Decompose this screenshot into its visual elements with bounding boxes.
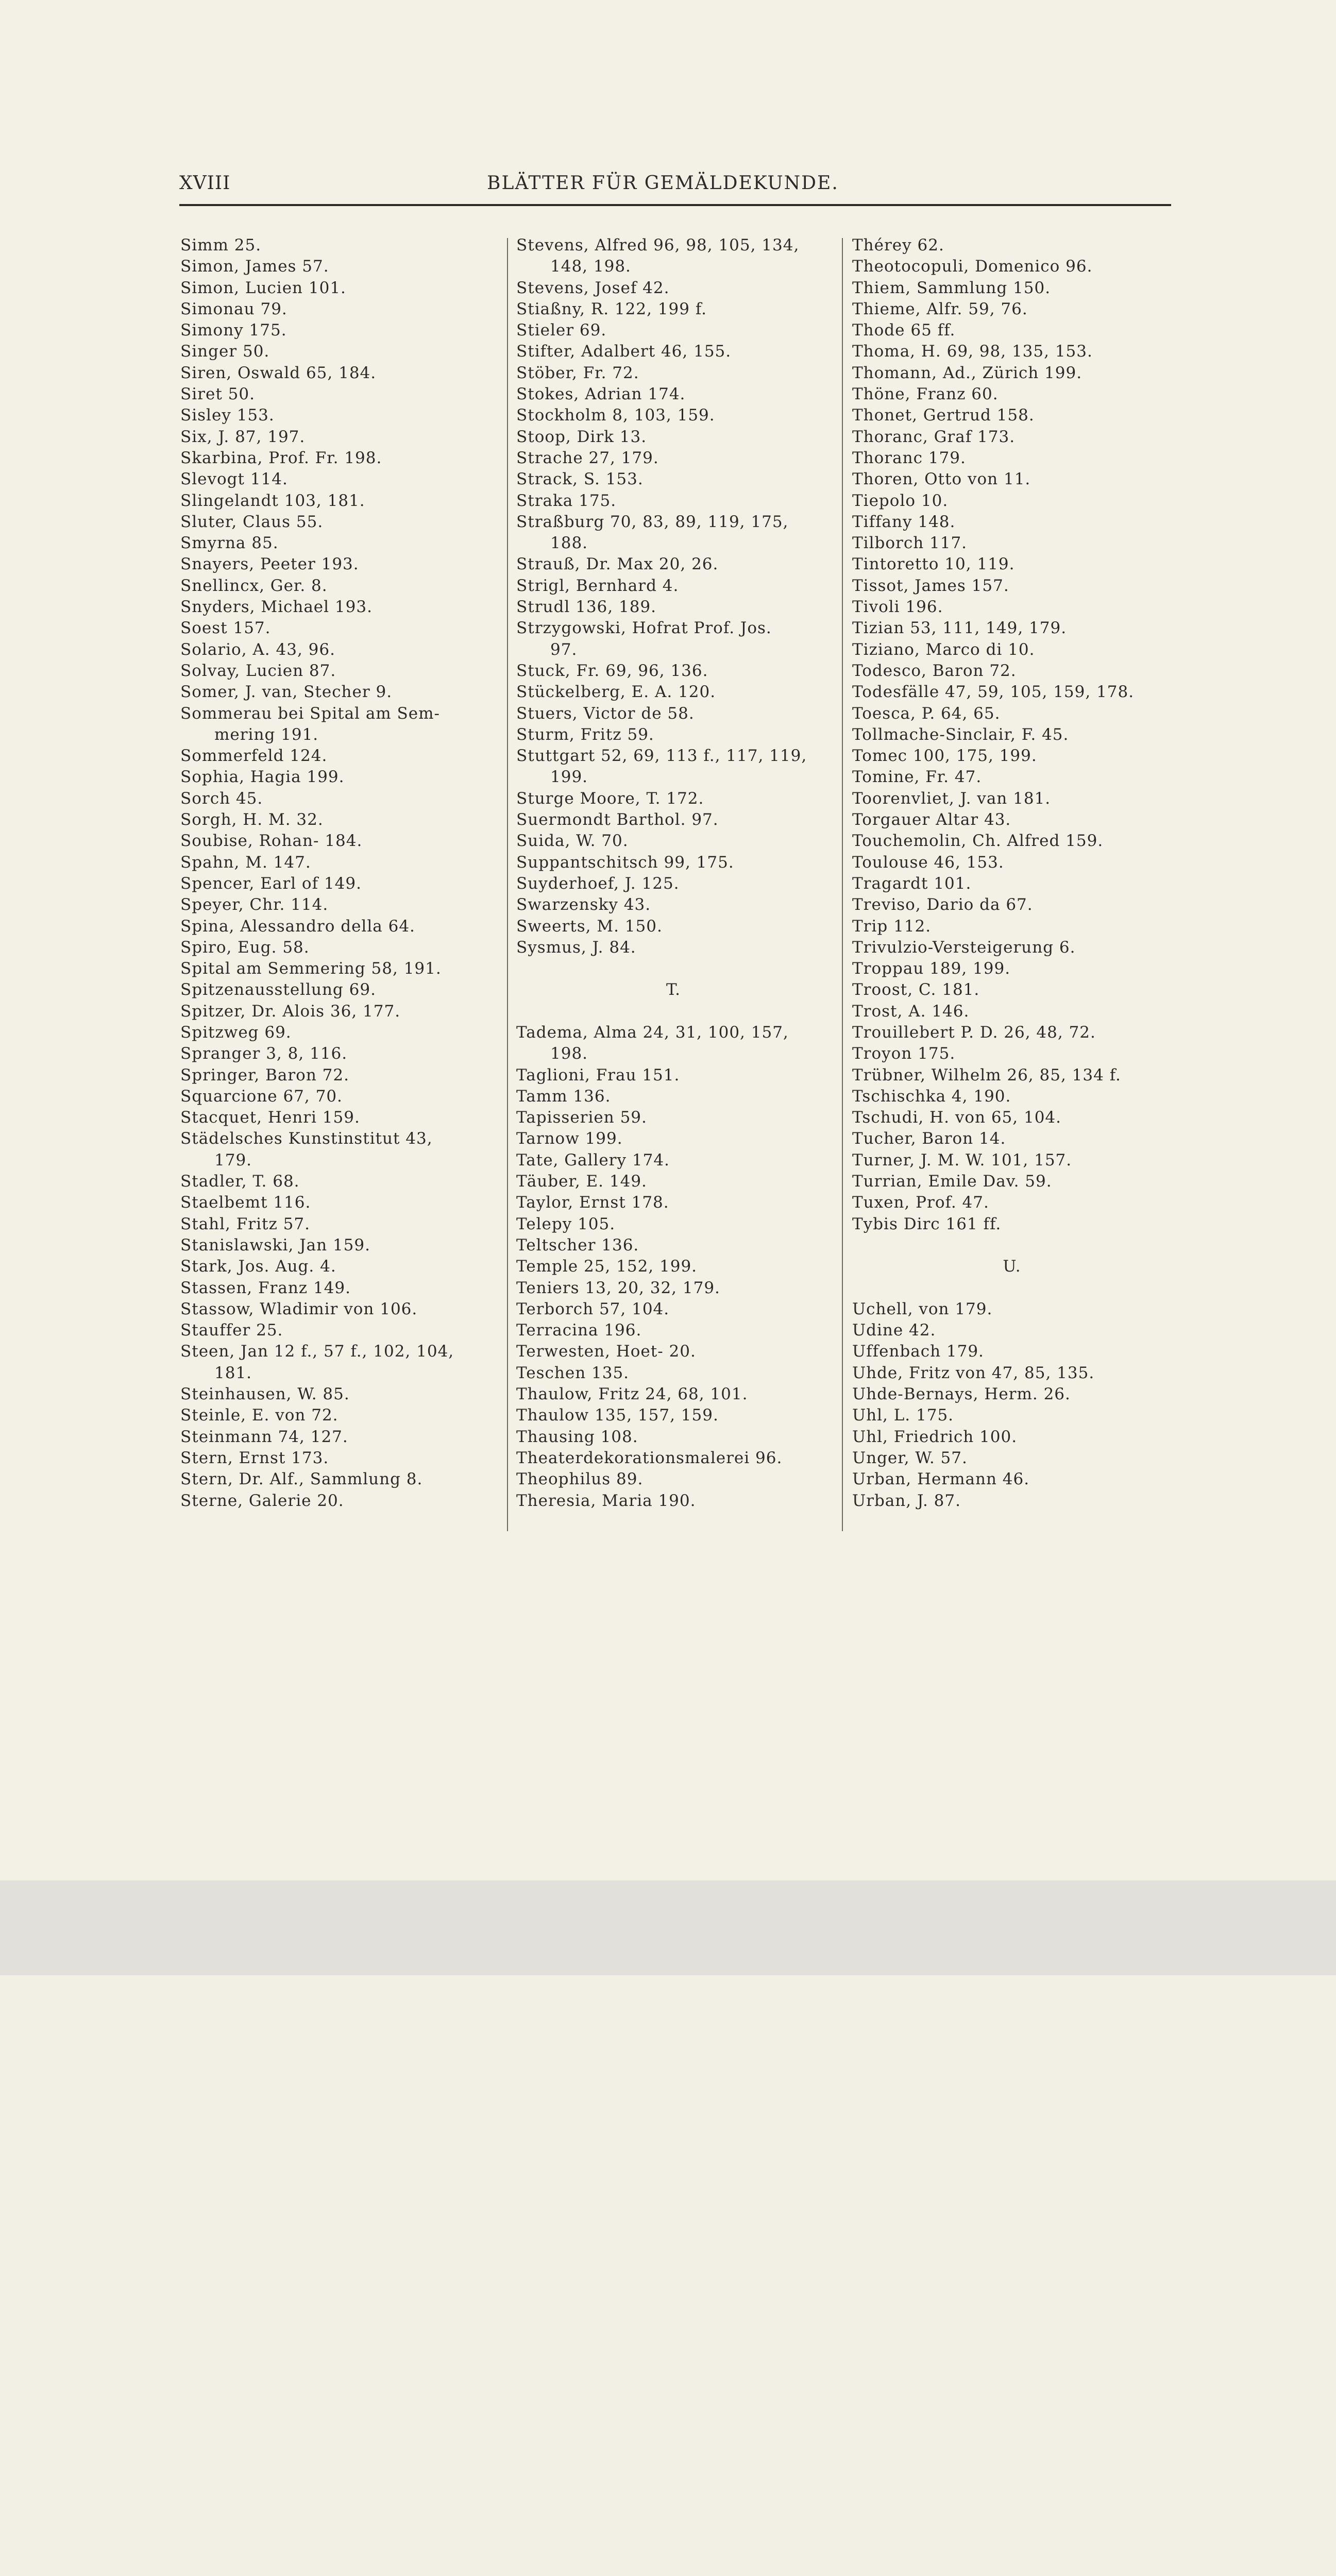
index-entry: Smyrna 85.: [180, 534, 279, 553]
index-entry: Thaulow 135, 157, 159.: [516, 1406, 719, 1425]
index-entry: Troost, C. 181.: [852, 980, 980, 999]
column-divider: [507, 238, 508, 1531]
index-entry: Touchemolin, Ch. Alfred 159.: [852, 832, 1104, 851]
section-spacer: [852, 1278, 1182, 1299]
index-entry: Urban, J. 87.: [852, 1491, 961, 1510]
index-entry: Stockholm 8, 103, 159.: [516, 406, 715, 425]
index-entry: Stückelberg, E. A. 120.: [516, 683, 716, 702]
section-spacer: [516, 958, 841, 979]
index-entry: 179.: [214, 1150, 252, 1170]
index-entry: Spitzweg 69.: [180, 1023, 292, 1042]
index-entry: Suppantschitsch 99, 175.: [516, 853, 734, 872]
index-entry: Stieler 69.: [516, 321, 607, 340]
index-entry: Tapisserien 59.: [516, 1108, 647, 1127]
index-entry: Suyderhoef, J. 125.: [516, 874, 680, 893]
index-entry: Spina, Alessandro della 64.: [180, 917, 415, 936]
index-entry: Strudl 136, 189.: [516, 598, 656, 617]
index-entry: Soubise, Rohan- 184.: [180, 832, 363, 851]
index-entry: Turner, J. M. W. 101, 157.: [852, 1150, 1072, 1170]
index-entry: Spahn, M. 147.: [180, 853, 311, 872]
index-entry: Terracina 196.: [516, 1321, 642, 1340]
index-entry: Sluter, Claus 55.: [180, 512, 324, 531]
index-entry: Thöne, Franz 60.: [852, 385, 999, 404]
index-entry: Tuxen, Prof. 47.: [852, 1193, 989, 1212]
index-entry: Siren, Oswald 65, 184.: [180, 363, 377, 382]
index-entry: Spitzer, Dr. Alois 36, 177.: [180, 1002, 401, 1021]
index-entry: Spranger 3, 8, 116.: [180, 1044, 348, 1063]
index-entry: Stöber, Fr. 72.: [516, 363, 639, 382]
index-entry: Strzygowski, Hofrat Prof. Jos.: [516, 619, 772, 638]
index-entry: Strache 27, 179.: [516, 448, 659, 467]
index-entry: Solvay, Lucien 87.: [180, 661, 336, 680]
index-entry: Thaulow, Fritz 24, 68, 101.: [516, 1385, 748, 1404]
index-entry: Sophia, Hagia 199.: [180, 768, 345, 787]
index-entry: Stevens, Josef 42.: [516, 278, 670, 297]
index-entry: Stern, Dr. Alf., Sammlung 8.: [180, 1470, 423, 1489]
index-entry: Strauß, Dr. Max 20, 26.: [516, 555, 719, 574]
index-entry: Stern, Ernst 173.: [180, 1448, 329, 1467]
section-letter-heading: U.: [1003, 1257, 1021, 1276]
index-entry: Trivulzio-Versteigerung 6.: [852, 938, 1076, 957]
index-entry: Six, J. 87, 197.: [180, 427, 306, 446]
index-entry: Stahl, Fritz 57.: [180, 1214, 310, 1233]
index-entry: Tomine, Fr. 47.: [852, 768, 982, 787]
index-entry: Uhde-Bernays, Herm. 26.: [852, 1385, 1071, 1404]
index-entry: Toesca, P. 64, 65.: [852, 704, 1001, 723]
running-head: [179, 173, 1171, 199]
index-entry: Telepy 105.: [516, 1214, 616, 1233]
index-entry: Stassen, Franz 149.: [180, 1278, 351, 1297]
index-entry: Slingelandt 103, 181.: [180, 491, 365, 510]
index-entry: Thomann, Ad., Zürich 199.: [852, 363, 1083, 382]
section-spacer: [852, 1235, 1182, 1256]
index-entry: Tschudi, H. von 65, 104.: [852, 1108, 1062, 1127]
index-entry: Stevens, Alfred 96, 98, 105, 134,: [516, 236, 800, 255]
index-entry: Todesfälle 47, 59, 105, 159, 178.: [852, 683, 1135, 702]
index-entry: Stauffer 25.: [180, 1321, 283, 1340]
index-entry: Theotocopuli, Domenico 96.: [852, 257, 1093, 276]
index-entry: Uchell, von 179.: [852, 1299, 993, 1318]
index-entry: Tiziano, Marco di 10.: [852, 640, 1035, 659]
index-entry: Taglioni, Frau 151.: [516, 1065, 680, 1084]
index-column-3: [852, 235, 1182, 1512]
index-entry: mering 191.: [214, 725, 319, 744]
section-letter-heading: T.: [666, 980, 681, 999]
index-entry: Todesco, Baron 72.: [852, 661, 1017, 680]
index-entry: Treviso, Dario da 67.: [852, 895, 1033, 914]
index-entry: Springer, Baron 72.: [180, 1065, 349, 1084]
index-entry: Simon, Lucien 101.: [180, 278, 346, 297]
index-entry: Sorch 45.: [180, 789, 263, 808]
index-entry: Stuck, Fr. 69, 96, 136.: [516, 661, 708, 680]
index-entry: Stanislawski, Jan 159.: [180, 1235, 370, 1255]
index-entry: Straka 175.: [516, 491, 617, 510]
index-entry: Theresia, Maria 190.: [516, 1491, 696, 1510]
index-entry: Urban, Hermann 46.: [852, 1470, 1030, 1489]
index-entry: Temple 25, 152, 199.: [516, 1257, 698, 1276]
index-entry: Sisley 153.: [180, 406, 275, 425]
index-entry: Unger, W. 57.: [852, 1448, 968, 1467]
index-entry: Troyon 175.: [852, 1044, 956, 1063]
index-entry: Theophilus 89.: [516, 1470, 644, 1489]
index-entry: Spital am Semmering 58, 191.: [180, 959, 442, 978]
index-entry: Stadler, T. 68.: [180, 1172, 300, 1191]
index-entry: Thiem, Sammlung 150.: [852, 278, 1051, 297]
index-entry: Suermondt Barthol. 97.: [516, 810, 719, 829]
index-entry: Skarbina, Prof. Fr. 198.: [180, 448, 382, 467]
index-entry: Trouillebert P. D. 26, 48, 72.: [852, 1023, 1096, 1042]
index-entry: 199.: [550, 768, 588, 787]
index-entry: Uhl, Friedrich 100.: [852, 1427, 1018, 1446]
index-entry: Terborch 57, 104.: [516, 1299, 670, 1318]
index-entry: Taylor, Ernst 178.: [516, 1193, 669, 1212]
index-entry: Tadema, Alma 24, 31, 100, 157,: [516, 1023, 789, 1042]
index-entry: Soest 157.: [180, 619, 271, 638]
index-entry: Siret 50.: [180, 385, 255, 404]
index-entry: Straßburg 70, 83, 89, 119, 175,: [516, 512, 789, 531]
index-entry: Tissot, James 157.: [852, 576, 1009, 595]
index-entry: Städelsches Kunstinstitut 43,: [180, 1129, 433, 1148]
index-entry: Thieme, Alfr. 59, 76.: [852, 299, 1028, 318]
index-entry: Terwesten, Hoet- 20.: [516, 1342, 696, 1361]
index-entry: Simony 175.: [180, 321, 287, 340]
viewer-footer: [0, 1880, 1336, 1975]
index-entry: Turrian, Emile Dav. 59.: [852, 1172, 1052, 1191]
index-entry: Thausing 108.: [516, 1427, 638, 1446]
index-entry: Tomec 100, 175, 199.: [852, 747, 1037, 766]
index-entry: Simon, James 57.: [180, 257, 329, 276]
index-entry: Speyer, Chr. 114.: [180, 895, 329, 914]
index-entry: Tschischka 4, 190.: [852, 1087, 1011, 1106]
index-entry: Thonet, Gertrud 158.: [852, 406, 1035, 425]
index-entry: Staelbemt 116.: [180, 1193, 311, 1212]
index-entry: Sorgh, H. M. 32.: [180, 810, 324, 829]
index-entry: Stuttgart 52, 69, 113 f., 117, 119,: [516, 747, 807, 766]
index-entry: Thoranc, Graf 173.: [852, 427, 1016, 446]
index-entry: Teltscher 136.: [516, 1235, 639, 1255]
index-entry: Stokes, Adrian 174.: [516, 385, 686, 404]
index-entry: Stuers, Victor de 58.: [516, 704, 695, 723]
index-entry: Spiro, Eug. 58.: [180, 938, 310, 957]
index-entry: Snyders, Michael 193.: [180, 598, 373, 617]
index-entry: Sysmus, J. 84.: [516, 938, 636, 957]
index-entry: Troppau 189, 199.: [852, 959, 1011, 978]
index-entry: 148, 198.: [550, 257, 631, 276]
index-entry: Udine 42.: [852, 1321, 936, 1340]
header-rule: [179, 204, 1171, 206]
journal-title: BLÄTTER FÜR GEMÄLDEKUNDE.: [487, 173, 839, 194]
page-number: XVIII: [179, 173, 231, 194]
index-entry: Snellincx, Ger. 8.: [180, 576, 328, 595]
index-entry: Tamm 136.: [516, 1087, 611, 1106]
index-entry: Tilborch 117.: [852, 534, 968, 553]
index-entry: Uffenbach 179.: [852, 1342, 984, 1361]
index-entry: Theaterdekorationsmalerei 96.: [516, 1448, 783, 1467]
index-entry: Täuber, E. 149.: [516, 1172, 647, 1191]
index-entry: Spitzenausstellung 69.: [180, 980, 376, 999]
index-entry: Sturm, Fritz 59.: [516, 725, 654, 744]
index-entry: Toulouse 46, 153.: [852, 853, 1004, 872]
index-entry: Steinle, E. von 72.: [180, 1406, 339, 1425]
index-entry: Thode 65 ff.: [852, 321, 956, 340]
index-entry: Teniers 13, 20, 32, 179.: [516, 1278, 720, 1297]
index-entry: Sterne, Galerie 20.: [180, 1491, 344, 1510]
index-entry: Tate, Gallery 174.: [516, 1150, 670, 1170]
index-entry: Tollmache-Sinclair, F. 45.: [852, 725, 1069, 744]
index-entry: Strack, S. 153.: [516, 470, 644, 489]
index-entry: Stark, Jos. Aug. 4.: [180, 1257, 336, 1276]
index-entry: Tizian 53, 111, 149, 179.: [852, 619, 1067, 638]
index-entry: Spencer, Earl of 149.: [180, 874, 362, 893]
index-entry: Thoma, H. 69, 98, 135, 153.: [852, 342, 1093, 361]
index-entry: Stiaßny, R. 122, 199 f.: [516, 299, 707, 318]
index-entry: Tiepolo 10.: [852, 491, 949, 510]
index-entry: Steinhausen, W. 85.: [180, 1385, 350, 1404]
index-entry: Stoop, Dirk 13.: [516, 427, 647, 446]
index-entry: 97.: [550, 640, 578, 659]
index-entry: Stifter, Adalbert 46, 155.: [516, 342, 732, 361]
section-spacer: [516, 1001, 841, 1022]
index-entry: Strigl, Bernhard 4.: [516, 576, 679, 595]
index-entry: Trübner, Wilhelm 26, 85, 134 f.: [852, 1065, 1121, 1084]
index-entry: Toorenvliet, J. van 181.: [852, 789, 1051, 808]
index-entry: Tucher, Baron 14.: [852, 1129, 1006, 1148]
index-entry: Swarzensky 43.: [516, 895, 651, 914]
index-entry: Solario, A. 43, 96.: [180, 640, 335, 659]
index-entry: Thoranc 179.: [852, 448, 966, 467]
index-entry: Simonau 79.: [180, 299, 288, 318]
index-entry: Sturge Moore, T. 172.: [516, 789, 704, 808]
index-entry: Suida, W. 70.: [516, 832, 629, 851]
index-entry: Tragardt 101.: [852, 874, 972, 893]
index-entry: Teschen 135.: [516, 1363, 630, 1382]
index-entry: Tintoretto 10, 119.: [852, 555, 1015, 574]
index-entry: Squarcione 67, 70.: [180, 1087, 343, 1106]
index-entry: Tiffany 148.: [852, 512, 956, 531]
index-column-1: [180, 235, 500, 1512]
index-entry: Stassow, Wladimir von 106.: [180, 1299, 418, 1318]
index-entry: Stacquet, Henri 159.: [180, 1108, 360, 1127]
index-entry: Slevogt 114.: [180, 470, 288, 489]
index-entry: Somer, J. van, Stecher 9.: [180, 683, 393, 702]
index-entry: 181.: [214, 1363, 252, 1382]
index-entry: Tarnow 199.: [516, 1129, 623, 1148]
index-entry: Tybis Dirc 161 ff.: [852, 1214, 1002, 1233]
index-entry: 188.: [550, 534, 588, 553]
column-divider: [842, 238, 843, 1531]
index-column-2: [516, 235, 841, 1512]
index-entry: Steen, Jan 12 f., 57 f., 102, 104,: [180, 1342, 454, 1361]
index-entry: Uhde, Fritz von 47, 85, 135.: [852, 1363, 1095, 1382]
index-entry: Trost, A. 146.: [852, 1002, 970, 1021]
index-entry: Steinmann 74, 127.: [180, 1427, 348, 1446]
index-entry: Sommerau bei Spital am Sem-: [180, 704, 441, 723]
index-entry: Tivoli 196.: [852, 598, 943, 617]
index-entry: 198.: [550, 1044, 588, 1063]
index-entry: Uhl, L. 175.: [852, 1406, 954, 1425]
index-entry: Torgauer Altar 43.: [852, 810, 1011, 829]
index-entry: Sweerts, M. 150.: [516, 917, 663, 936]
index-entry: Thoren, Otto von 11.: [852, 470, 1031, 489]
index-entry: Singer 50.: [180, 342, 270, 361]
index-entry: Sommerfeld 124.: [180, 747, 328, 766]
index-entry: Simm 25.: [180, 236, 262, 255]
index-entry: Trip 112.: [852, 917, 932, 936]
index-entry: Snayers, Peeter 193.: [180, 555, 359, 574]
index-entry: Thérey 62.: [852, 236, 944, 255]
